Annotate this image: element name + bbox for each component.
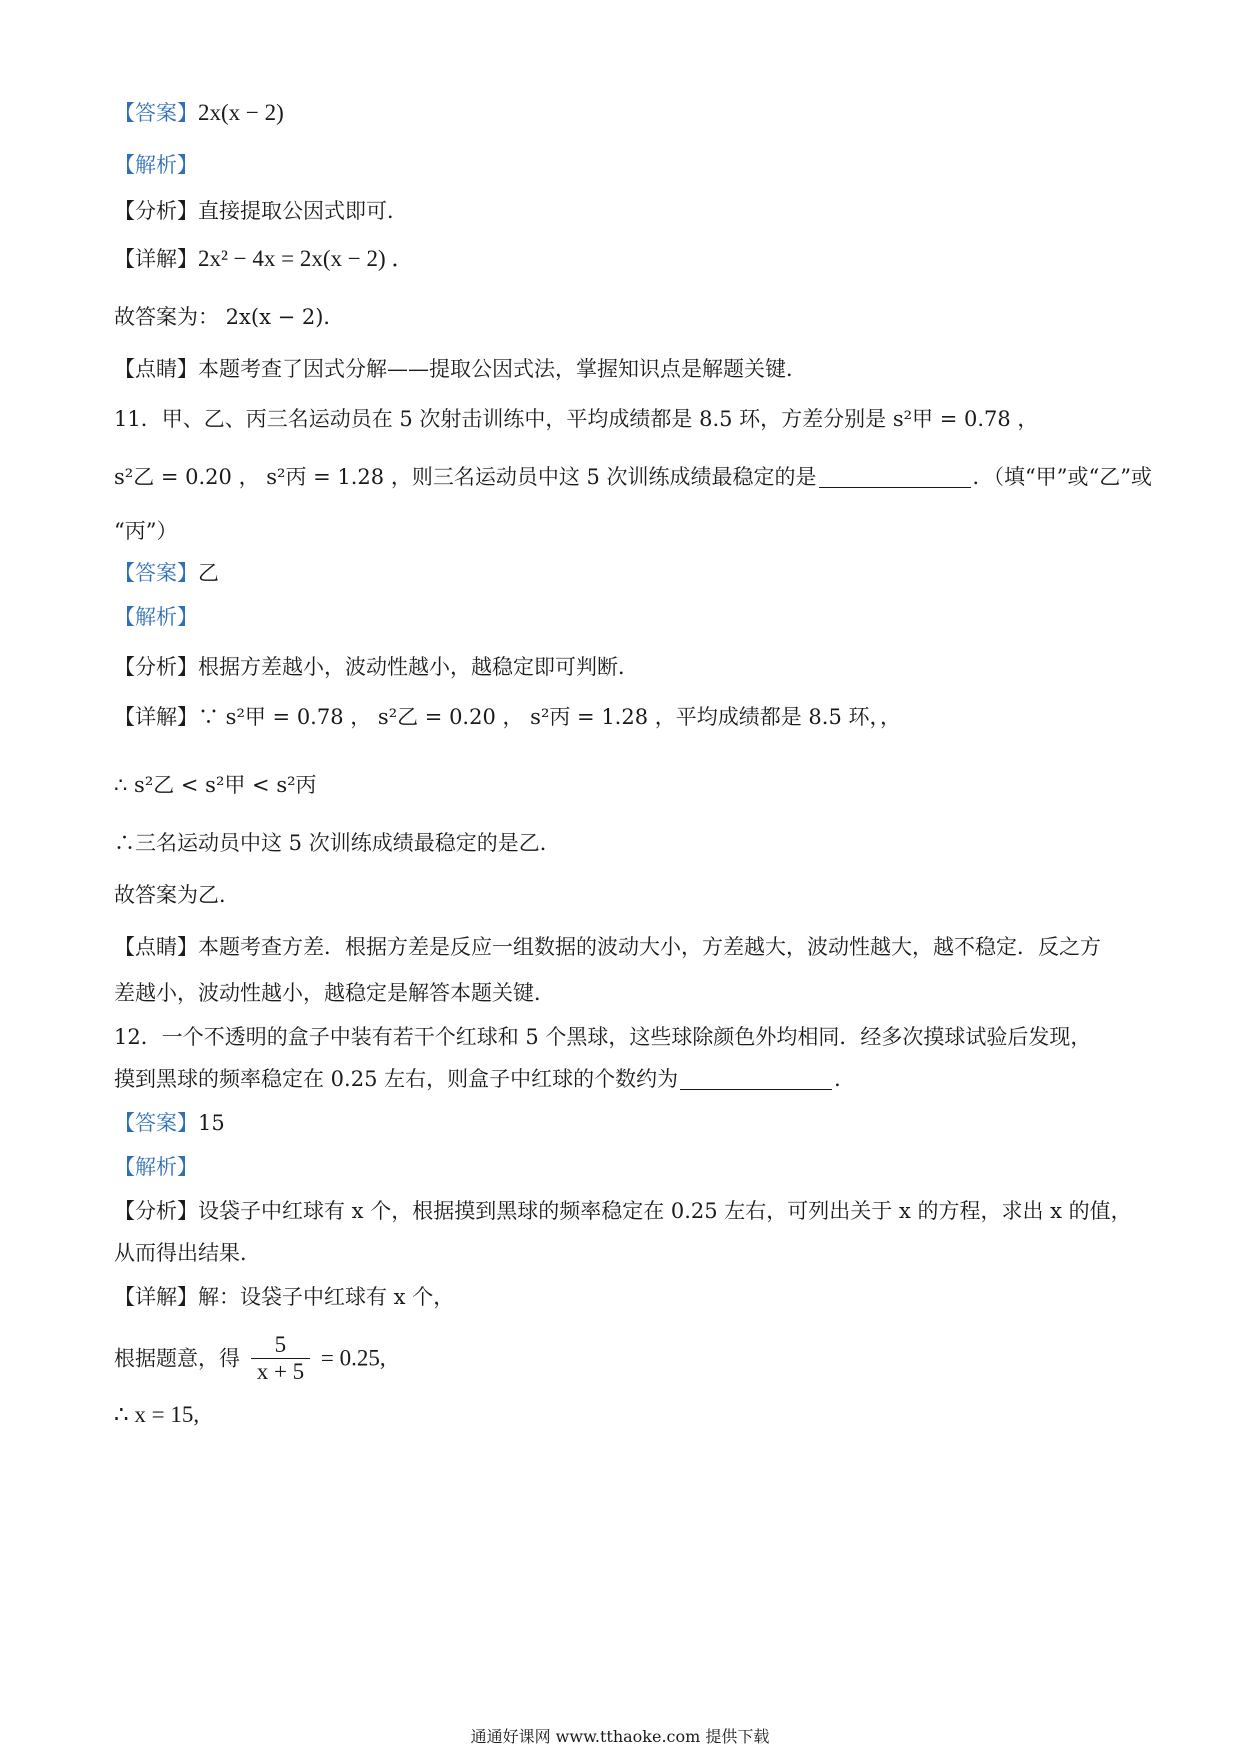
analysis-11-tag: 【解析】 <box>114 605 198 629</box>
answer-line <box>114 98 1240 128</box>
answer-blank[interactable] <box>819 465 971 488</box>
comment-11-text-2: 差越小，波动性越小，越稳定是解答本题关键． <box>114 981 555 1005</box>
therefore-11-line-2 <box>114 828 1240 858</box>
fenxi-tag: 【分析】 <box>114 199 198 223</box>
conclusion-text: 故答案为： 2x(x − 2)． <box>114 305 345 329</box>
question-11-text-a: 11．甲、乙、丙三名运动员在 5 次射击训练中，平均成绩都是 8.5 环，方差分别是 s²甲 = 0.78 ， <box>114 407 1039 431</box>
comment-tag: 【点睛】 <box>114 357 198 381</box>
detail-12-text: 解：设袋子中红球有 x 个， <box>198 1285 455 1309</box>
fenxi-12-line-1 <box>114 1196 1240 1226</box>
therefore-11-line-3 <box>114 880 1240 910</box>
equation-12-line <box>114 1332 1240 1386</box>
fraction-denominator: x + 5 <box>256 1359 305 1384</box>
fraction <box>251 1332 310 1385</box>
analysis-heading <box>114 150 1240 180</box>
detail-11-text: ∵ s²甲 = 0.78 ， s²乙 = 0.20 ， s²丙 = 1.28 ，平均成绩都是 8.5 环，， <box>198 705 901 729</box>
equation-12-prefix: 根据题意，得 <box>114 1346 240 1371</box>
detail-12-line <box>114 1282 1240 1312</box>
question-12-line-2 <box>114 1064 1240 1094</box>
therefore-11-text-2: ∴三名运动员中这 5 次训练成绩最稳定的是乙． <box>114 831 561 855</box>
question-12-text-b: 摸到黑球的频率稳定在 0.25 左右，则盒子中红球的个数约为 <box>114 1067 679 1091</box>
detail-tag: 【详解】 <box>114 247 198 271</box>
detail-11-line <box>114 702 1240 732</box>
fenxi-text: 直接提取公因式即可． <box>198 199 408 223</box>
analysis-11-heading <box>114 602 1240 632</box>
answer-expression: 2x(x − 2) <box>198 100 284 125</box>
question-11-text-b1: s²乙 = 0.20 ， s²丙 = 1.28 ，则三名运动员中这 5 次训练成绩最稳定的是 <box>114 465 817 489</box>
fenxi-11-line <box>114 652 1240 682</box>
fenxi-11-text: 根据方差越小，波动性越小，越稳定即可判断． <box>198 655 639 679</box>
question-11-text-b2: ．（填“甲”或“乙”或 <box>972 465 1152 489</box>
question-11-line-1 <box>114 404 1240 434</box>
detail-line <box>114 244 1240 274</box>
equation-12-suffix: = 0.25, <box>320 1345 386 1371</box>
question-11-line-3 <box>114 516 1240 546</box>
conclusion-line <box>114 302 1240 332</box>
answer-12-tag: 【答案】 <box>114 1111 198 1135</box>
question-11-text-c: “丙”） <box>114 519 178 543</box>
question-12-text-a: 12．一个不透明的盒子中装有若干个红球和 5 个黑球，这些球除颜色外均相同．经多次摸球试验后发现， <box>114 1025 1092 1049</box>
fraction-numerator: 5 <box>251 1332 310 1359</box>
question-12-line-1 <box>114 1022 1240 1052</box>
comment-11-line-1 <box>114 932 1240 962</box>
fenxi-12-tag: 【分析】 <box>114 1199 198 1223</box>
fenxi-12-text: 设袋子中红球有 x 个，根据摸到黑球的频率稳定在 0.25 左右，可列出关于 x 的方程，求出 x 的值， <box>198 1199 1132 1223</box>
answer-blank-12[interactable] <box>680 1067 832 1090</box>
comment-11-line-2 <box>114 978 1240 1008</box>
answer-11-text: 乙 <box>198 561 219 585</box>
question-12-text-b-end: ． <box>834 1067 856 1091</box>
therefore-11-line-1 <box>114 770 1240 800</box>
answer-11-tag: 【答案】 <box>114 561 198 585</box>
fenxi-12-line-2 <box>114 1238 1240 1268</box>
comment-11-text: 本题考查方差．根据方差是反应一组数据的波动大小，方差越大，波动性越大，越不稳定．反之方 <box>198 935 1101 959</box>
detail-expression: 2x² − 4x = 2x(x − 2) ． <box>198 246 415 271</box>
comment-11-tag: 【点睛】 <box>114 935 198 959</box>
comment-line <box>114 354 1240 384</box>
therefore-11-text-3: 故答案为乙． <box>114 883 240 907</box>
answer-12-text: 15 <box>198 1111 225 1135</box>
comment-text: 本题考查了因式分解——提取公因式法，掌握知识点是解题关键． <box>198 357 807 381</box>
fenxi-11-tag: 【分析】 <box>114 655 198 679</box>
therefore-11-text-1: ∴ s²乙 < s²甲 < s²丙 <box>114 773 317 797</box>
detail-11-tag: 【详解】 <box>114 705 198 729</box>
analysis-12-tag: 【解析】 <box>114 1155 198 1179</box>
answer-12-line <box>114 1108 1240 1138</box>
result-12-line <box>114 1400 1240 1430</box>
answer-11-line <box>114 558 1240 588</box>
fenxi-12-text-2: 从而得出结果． <box>114 1241 261 1265</box>
analysis-12-heading <box>114 1152 1240 1182</box>
question-11-line-2 <box>114 462 1240 492</box>
footer-watermark: 通通好课网 www.tthaoke.com 提供下载 <box>470 1727 770 1746</box>
analysis-tag: 【解析】 <box>114 153 198 177</box>
answer-tag: 【答案】 <box>114 101 198 125</box>
analysis-line <box>114 196 1240 226</box>
result-12-text: ∴ x = 15, <box>114 1402 200 1427</box>
detail-12-tag: 【详解】 <box>114 1285 198 1309</box>
